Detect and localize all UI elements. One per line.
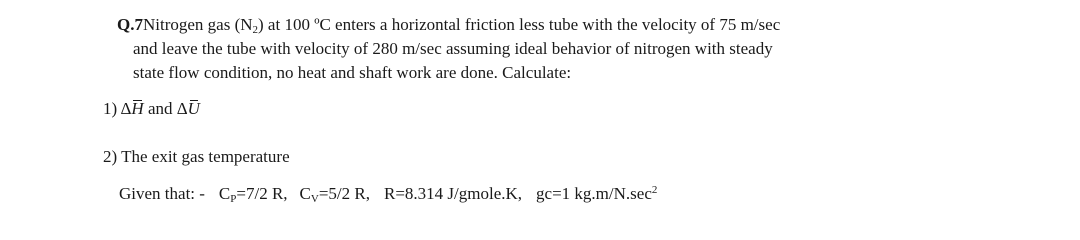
question-line-3: state flow condition, no heat and shaft work are done. Calculate: — [133, 63, 572, 82]
gas-constant: R=8.314 J/gmole.K, — [384, 184, 523, 203]
question-text-1a: Nitrogen gas (N — [142, 15, 253, 34]
cp-sub: P — [230, 193, 237, 205]
question-line-2: and leave the tube with velocity of 280 m/sec assuming ideal behavior of nitrogen with steady — [133, 39, 773, 58]
question-text-1b: ) at 100 ºC enters a horizontal friction less tube with the velocity of 75 m/sec — [258, 15, 781, 34]
part-2: 2) The exit gas temperature — [103, 147, 290, 166]
question-number: Q.7 — [117, 15, 143, 34]
h-bar-symbol: H — [131, 99, 144, 118]
cv-a: C — [299, 184, 311, 203]
part-1 — [103, 99, 200, 119]
cp-b: =7/2 R, — [236, 184, 288, 203]
given-label: Given that: - — [119, 184, 205, 203]
cv-sub: V — [310, 193, 319, 205]
given-line — [119, 180, 657, 209]
u-bar-symbol: U — [187, 99, 200, 118]
gc-a: gc=1 kg.m/N.sec — [536, 184, 652, 203]
part-1-mid: and Δ — [143, 99, 188, 118]
subscript-2: 2 — [252, 24, 259, 36]
cp-a: C — [218, 184, 231, 203]
cv-b: =5/2 R, — [318, 184, 370, 203]
gc-sup: 2 — [651, 184, 658, 196]
question-line-1 — [117, 15, 780, 40]
part-1-prefix: 1) Δ — [103, 99, 132, 118]
